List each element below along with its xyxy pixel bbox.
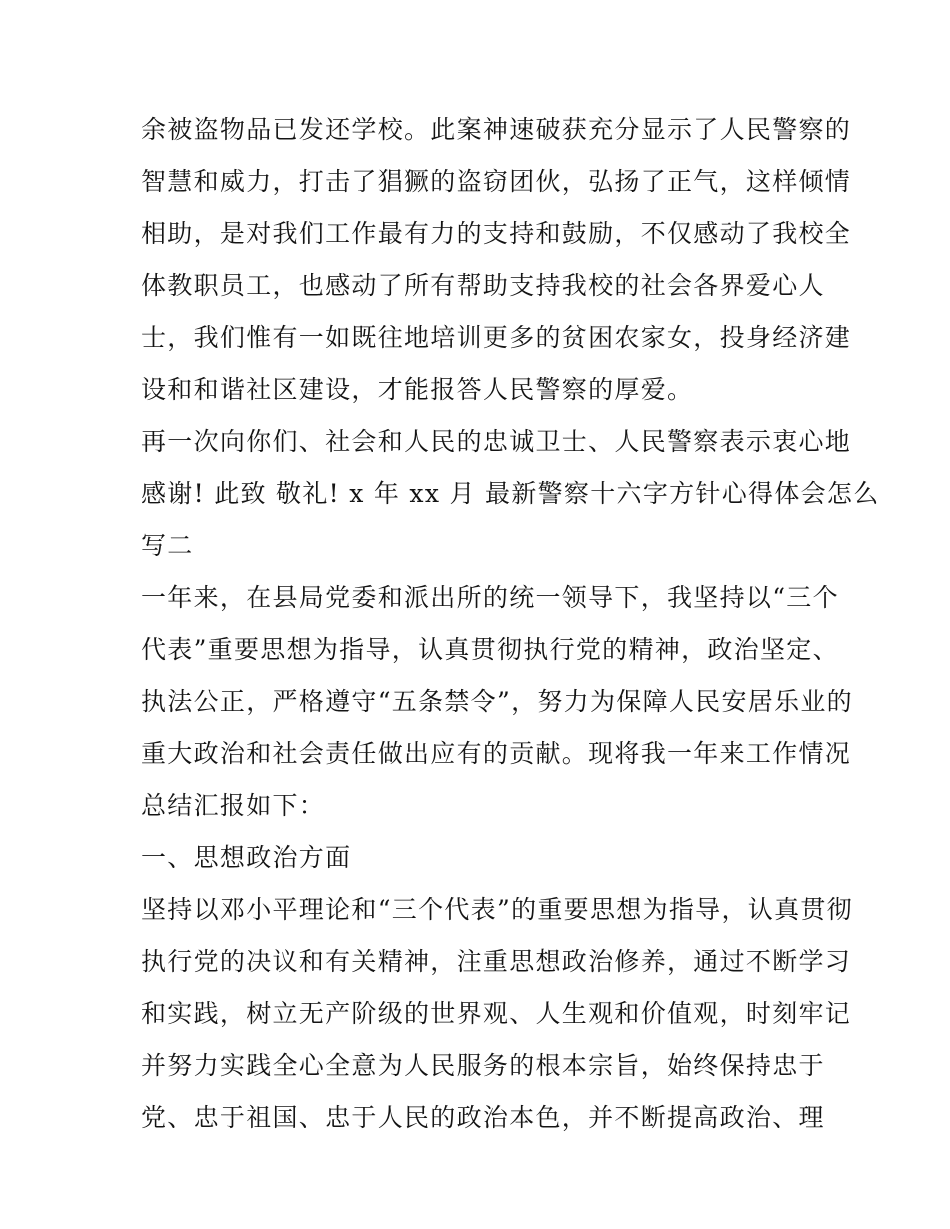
- text-line-16: 坚持以邓小平理论和“三个代表”的重要思想为指导，认真贯彻: [141, 895, 853, 924]
- text-line-1: 余被盗物品已发还学校。此案神速破获充分显示了人民警察的: [141, 115, 852, 144]
- text-line-6: 设和和谐社区建设，才能报答人民警察的厚爱。: [141, 375, 694, 404]
- text-line-17: 执行党的决议和有关精神，注重思想政治修养，通过不断学习: [141, 947, 852, 976]
- text-line-12: 执法公正，严格遵守“五条禁令”，努力为保障人民安居乐业的: [141, 687, 853, 716]
- text-line-7: 再一次向你们、社会和人民的忠诚卫士、人民警察表示衷心地: [141, 427, 852, 456]
- document-body: [141, 104, 880, 1144]
- text-line-11: 代表”重要思想为指导，认真贯彻执行党的精神，政治坚定、: [141, 635, 839, 664]
- text-line-20: 党、忠于祖国、忠于人民的政治本色，并不断提高政治、理: [141, 1103, 825, 1132]
- text-line-18: 和实践，树立无产阶级的世界观、人生观和价值观，时刻牢记: [141, 999, 852, 1028]
- text-line-5: 士，我们惟有一如既往地培训更多的贫困农家女，投身经济建: [141, 323, 852, 352]
- text-line-8: 感谢! 此致 敬礼! x 年 xx 月 最新警察十六字方针心得体会怎么: [141, 479, 880, 508]
- text-line-4: 体教职员工，也感动了所有帮助支持我校的社会各界爱心人: [141, 271, 825, 300]
- text-line-14: 总结汇报如下：: [141, 791, 326, 820]
- section-heading: 一、思想政治方面: [141, 843, 352, 872]
- text-line-13: 重大政治和社会责任做出应有的贡献。现将我一年来工作情况: [141, 739, 852, 768]
- text-line-19: 并努力实践全心全意为人民服务的根本宗旨，始终保持忠于: [141, 1051, 825, 1080]
- text-line-10: 一年来，在县局党委和派出所的统一领导下，我坚持以“三个: [141, 583, 839, 612]
- text-line-3: 相助，是对我们工作最有力的支持和鼓励，不仅感动了我校全: [141, 219, 852, 248]
- text-line-2: 智慧和威力，打击了猖獗的盗窃团伙，弘扬了正气，这样倾情: [141, 167, 852, 196]
- text-line-9: 写二: [141, 531, 194, 560]
